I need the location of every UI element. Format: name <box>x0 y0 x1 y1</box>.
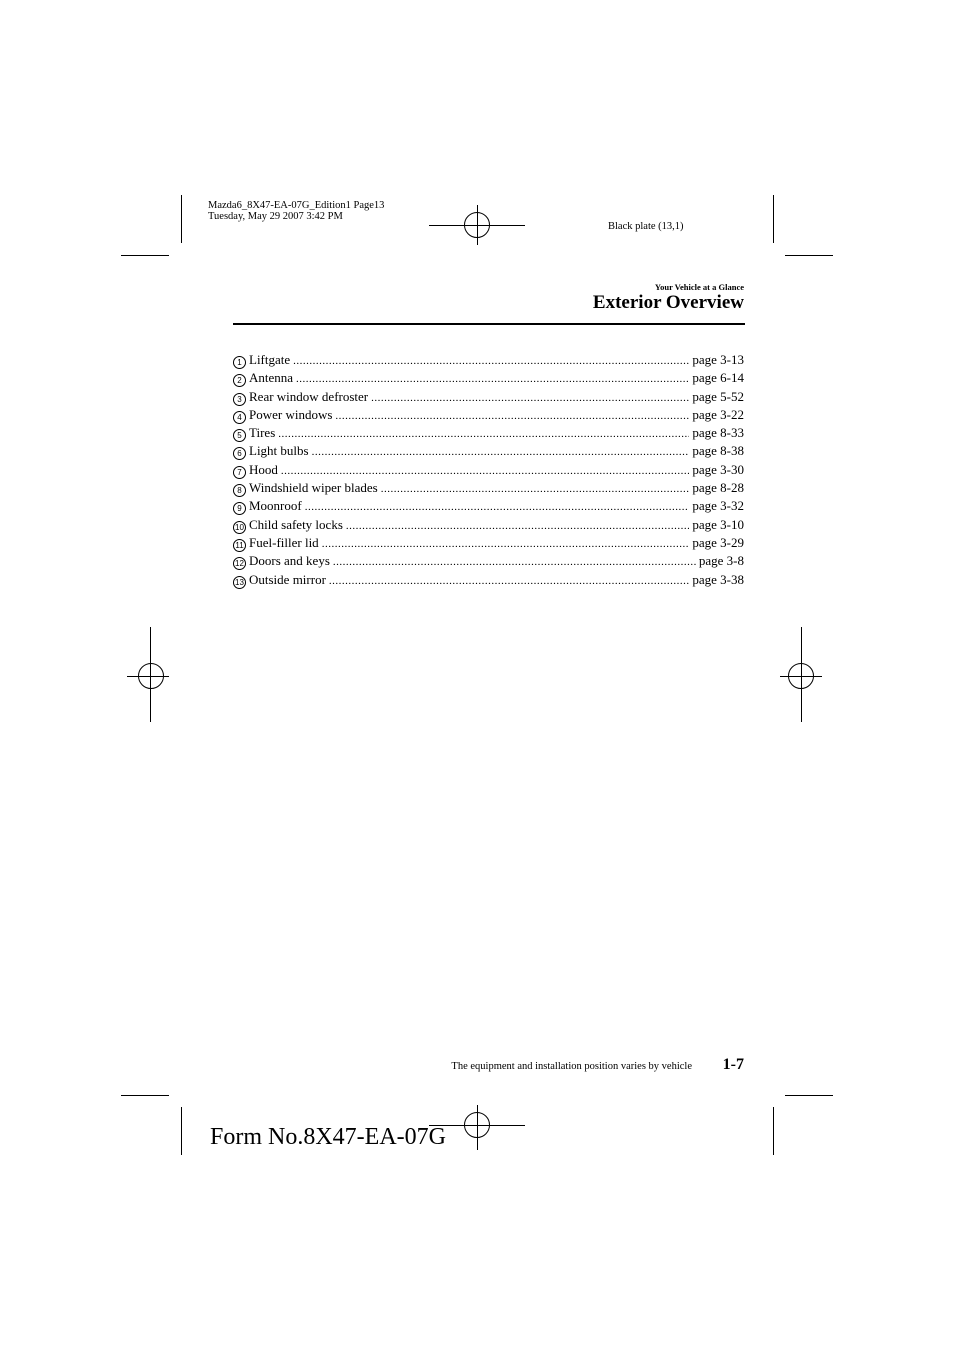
toc-page-ref: page 5-52 <box>692 388 744 404</box>
toc-page-ref: page 8-28 <box>692 480 744 496</box>
toc-label: Hood <box>249 461 278 477</box>
item-number-badge: 6 <box>233 447 246 460</box>
print-info-line1: Mazda6_8X47-EA-07G_Edition1 Page13 <box>208 200 385 211</box>
item-number-badge: 10 <box>233 521 246 534</box>
item-number-badge: 3 <box>233 393 246 406</box>
toc-item[interactable] <box>233 369 744 387</box>
dot-leader <box>305 498 690 516</box>
toc-label: Power windows <box>249 406 333 422</box>
dot-leader <box>346 517 689 535</box>
toc-label: Child safety locks <box>249 516 343 532</box>
toc-label: Rear window defroster <box>249 388 369 404</box>
toc-label: Liftgate <box>249 352 291 367</box>
toc-item[interactable] <box>233 406 744 424</box>
item-number-badge: 13 <box>233 576 246 589</box>
footer-note: The equipment and installation position varies by vehicle <box>451 1061 692 1072</box>
title-rule <box>233 323 745 325</box>
print-info-line2: Tuesday, May 29 2007 3:42 PM <box>208 211 343 222</box>
toc-item[interactable] <box>233 516 744 534</box>
dot-leader <box>312 443 690 461</box>
dot-leader <box>381 480 690 498</box>
item-number-badge: 8 <box>233 484 246 497</box>
toc-page-ref: page 3-30 <box>692 461 744 477</box>
toc-page-ref: page 3-10 <box>692 516 744 532</box>
toc-label: Windshield wiper blades <box>249 480 378 496</box>
toc-item[interactable] <box>233 571 744 589</box>
toc-label: Light bulbs <box>249 443 309 459</box>
item-number-badge: 1 <box>233 356 246 369</box>
dot-leader <box>322 535 690 553</box>
toc-label: Tires <box>249 425 276 441</box>
item-number-badge: 5 <box>233 429 246 442</box>
toc-page-ref: page 8-33 <box>692 425 744 441</box>
page-number: 1-7 <box>722 1056 744 1073</box>
dot-leader <box>329 572 689 590</box>
toc-label: Doors and keys <box>249 553 330 569</box>
toc-list <box>233 351 744 589</box>
item-number-badge: 11 <box>233 539 246 552</box>
toc-item[interactable] <box>233 388 744 406</box>
toc-item[interactable] <box>233 534 744 552</box>
plate-label: Black plate (13,1) <box>608 221 684 232</box>
item-number-badge: 2 <box>233 374 246 387</box>
toc-page-ref: page 3-38 <box>692 571 744 587</box>
print-info <box>208 200 384 222</box>
dot-leader <box>281 462 689 480</box>
dot-leader <box>333 553 696 571</box>
dot-leader <box>296 370 689 388</box>
item-number-badge: 12 <box>233 557 246 570</box>
dot-leader <box>335 407 689 425</box>
toc-item[interactable] <box>233 497 744 515</box>
dot-leader <box>278 425 689 443</box>
toc-page-ref: page 8-38 <box>692 443 744 459</box>
toc-page-ref: page 3-22 <box>692 406 744 422</box>
toc-page-ref: page 3-8 <box>698 553 744 569</box>
dot-leader <box>371 389 689 407</box>
toc-item[interactable] <box>233 442 744 460</box>
form-number: Form No.8X47-EA-07G <box>210 1124 446 1150</box>
item-number-badge: 4 <box>233 411 246 424</box>
toc-label: Antenna <box>249 370 294 386</box>
toc-page-ref: page 3-32 <box>692 498 744 514</box>
toc-item[interactable] <box>233 479 744 497</box>
dot-leader <box>293 352 689 370</box>
item-number-badge: 9 <box>233 502 246 515</box>
toc-item[interactable] <box>233 461 744 479</box>
toc-item[interactable] <box>233 351 744 369</box>
toc-item[interactable] <box>233 552 744 570</box>
item-number-badge: 7 <box>233 466 246 479</box>
toc-label: Outside mirror <box>249 571 326 587</box>
toc-page-ref: page 3-29 <box>692 534 744 550</box>
page-title: Exterior Overview <box>592 292 744 313</box>
toc-label: Fuel-filler lid <box>249 534 319 550</box>
toc-label: Moonroof <box>249 498 302 514</box>
toc-page-ref: page 6-14 <box>692 370 744 386</box>
toc-page-ref: page 3-13 <box>692 352 744 367</box>
section-name: Your Vehicle at a Glance <box>654 282 744 292</box>
toc-item[interactable] <box>233 424 744 442</box>
